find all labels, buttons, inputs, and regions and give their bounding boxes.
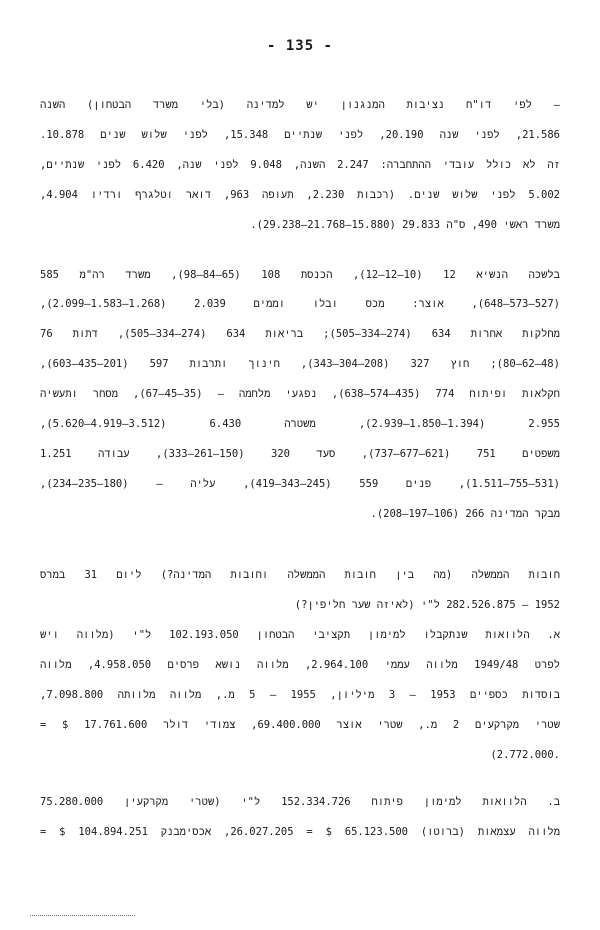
text-line: מלווה עצמאות (ברוטו) 65.123.500 $ = 26.027.205, אכסימבנק 104.894.251 $ = xyxy=(40,826,560,838)
text-line: 5.002 לפני שלוש שנים. (רכבות 2.230, תעופה 963, דואר וטלגרף ורדיו 4.904, xyxy=(40,189,560,201)
text-line: 2.955 (1.394–1.850–2.939), משטרה 6.430 (3.512–4.919–5.620), xyxy=(40,418,560,430)
text-line: לפרט 1949/48 מלווה עממי 2.964.100, מלווה נושא פרסים 4.958.050, מלווה xyxy=(40,659,560,671)
text-line: מחלקות אחרות 634 (274–334–505); בריאות 634 (274–334–505), דתות 76 xyxy=(40,328,560,340)
text-line: זה לא כולל עובדי ההתחברה: 2.247 השנה, 9.048 לפני שנה, 6.420 לפני שנתיים, xyxy=(40,159,560,171)
text-line: ב. הלוואות למימון פיתוח 152.334.726 ל"י (שטרי מקרקעין 75.280.000 xyxy=(40,796,560,808)
text-line: (527–573–648), אוצר: מכס ובלו וממים 2.039 (1.268–1.583–2.099), xyxy=(40,298,560,310)
text-line: משרד ראשי 490, ס"ה 29.833 (15.880–21.768–29.238). xyxy=(250,219,560,231)
text-line: 21.586, לפני שנה 20.190, לפני שנתיים 15.348, לפני שלוש שנים 10.878. xyxy=(40,129,560,141)
text-line: חובות הממשלה (מה בין חובות הממשלה וחובות המדינה?) ליום 31 במרס xyxy=(40,569,560,581)
text-line: חקלאות ופיתוח 774 (435–574–638), נפגעי מלחמה – (35–45–67), מסחר ותעשיה xyxy=(40,388,560,400)
text-line: משפטים 751 (621–677–737), סעד 320 (150–261–333), עבודה 1.251 xyxy=(40,448,560,460)
text-line: 1952 – 282.526.875 ל"י (לאיזה שער חליפין?) xyxy=(294,599,560,611)
text-line: מבקר המדינה 266 (106–197–208). xyxy=(370,508,560,520)
page-number: - 135 - xyxy=(266,38,333,54)
text-line: בלשכה הנשיא 12 (10–12–12), הכנסת 108 (65–84–98), משרד רה"מ 585 xyxy=(40,269,560,281)
text-line: בוסדות כספיים 1953 – 3 מיליון, 1955 – 5 מ., מלווה מלוותה 7.098.800, xyxy=(40,689,560,701)
scan-artifact-line xyxy=(30,915,135,917)
text-line: (48–62–80); חוץ 327 (208–304–343), חינוך ותרבות 597 (201–435–603), xyxy=(40,358,560,370)
text-line: (2.772.000. xyxy=(490,749,560,761)
text-line: (531–755–1.511), פנים 559 (245–343–419), עליה – (180–235–234), xyxy=(40,478,560,490)
text-line: – לפי דו"ח נציבות המנגנון יש למדינה (בלי משרד הבטחון) השנה xyxy=(40,99,560,111)
text-line: שטרי מקרקעים 2 מ., שטרי אוצר 69.400.000, צמודי דולר 17.761.600 $ = xyxy=(40,719,560,731)
text-line: א. הלוואות שנתקבלו למימון תקציבי הבטחון 102.193.050 ל"י (מלווה ויש xyxy=(40,629,560,641)
